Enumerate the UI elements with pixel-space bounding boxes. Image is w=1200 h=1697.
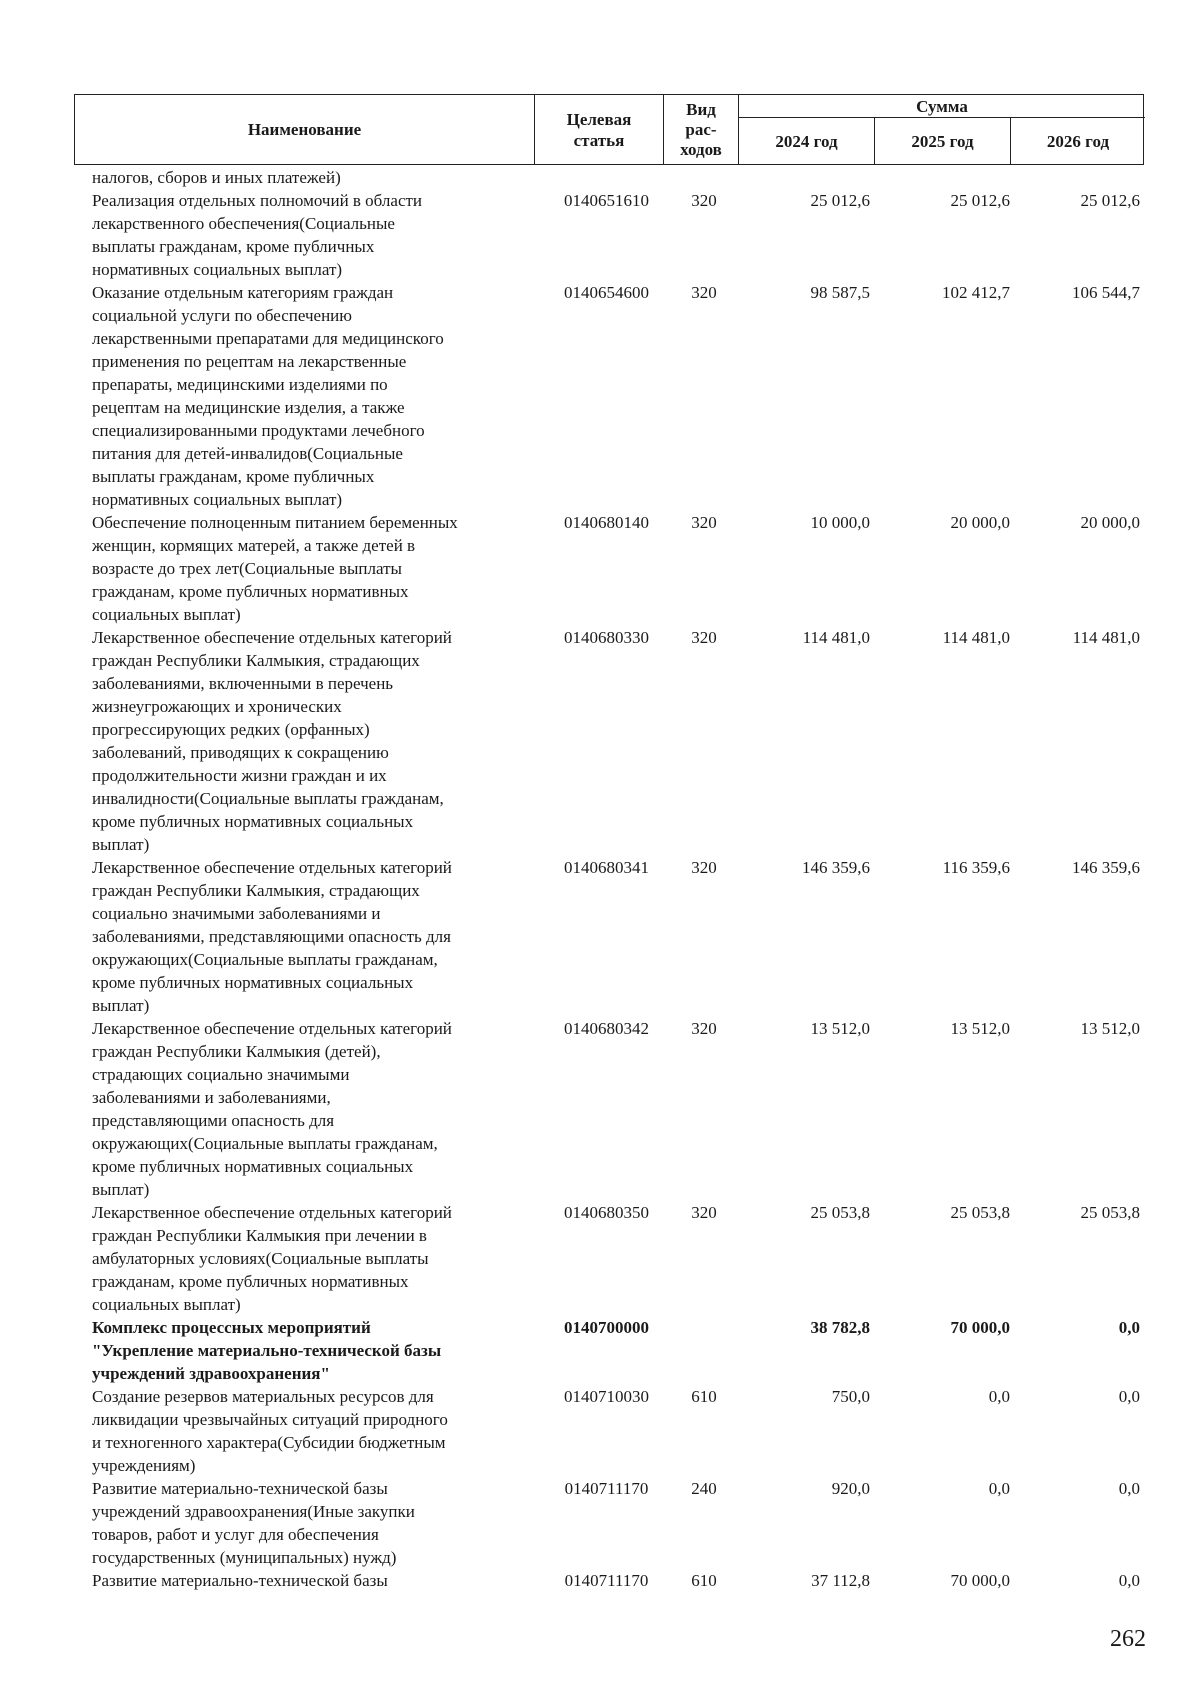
row-value-2024: 750,0 [831, 1387, 870, 1406]
row-name: Лекарственное обеспечение отдельных категорий граждан Республики Калмыкия, страдающих заболеваниями, включенными в перечень жизнеугрожающих и хронических прогрессирующих редких (орфанных) заболеваний, приводящих к сокращению продолжительности жизни граждан и их инвалидности(Социальные выплаты гражданам, кроме публичных нормативных социальных выплат) [92, 628, 452, 854]
row-name: Лекарственное обеспечение отдельных категорий граждан Республики Калмыкия, страдающих социально значимыми заболеваниями и заболеваниями, представляющими опасность для окружающих(Социальные выплаты гражданам, кроме публичных нормативных социальных выплат) [92, 858, 452, 1015]
row-value-2026: 0,0 [1118, 1479, 1140, 1498]
row-value-2026: 0,0 [1118, 1318, 1140, 1337]
row-value-2025: 70 000,0 [950, 1318, 1010, 1337]
header-year-2024: 2024 год [739, 118, 875, 164]
table-row [0, 1569, 1200, 1592]
row-name: Реализация отдельных полномочий в области лекарственного обеспечения(Социальные выплаты гражданам, кроме публичных нормативных социальных выплат) [92, 191, 423, 279]
row-name: Развитие материально-технической базы учреждений здравоохранения(Иные закупки товаров, работ и услуг для обеспечения государственных (муниципальных) нужд) [92, 1479, 415, 1567]
row-vid: 320 [691, 858, 717, 877]
row-vid: 610 [691, 1571, 717, 1590]
row-value-2025: 20 000,0 [950, 513, 1010, 532]
row-name: Создание резервов материальных ресурсов для ликвидации чрезвычайных ситуаций природного и техногенного характера(Субсидии бюджетным учреждениям) [92, 1387, 448, 1475]
header-sum: Сумма [739, 95, 1145, 118]
row-value-2025: 25 053,8 [950, 1203, 1010, 1222]
row-value-2026: 106 544,7 [1072, 283, 1140, 302]
row-code: 0140680341 [564, 858, 649, 877]
table-row [0, 1017, 1200, 1201]
row-vid: 610 [691, 1387, 717, 1406]
row-name: Развитие материально-технической базы [92, 1571, 388, 1590]
header-vid: Вид рас- ходов [664, 95, 739, 164]
table-row [0, 166, 1200, 189]
row-value-2024: 146 359,6 [802, 858, 870, 877]
row-name: налогов, сборов и иных платежей) [92, 168, 341, 187]
row-value-2026: 13 512,0 [1080, 1019, 1140, 1038]
header-year-2026: 2026 год [1046, 131, 1110, 151]
row-value-2025: 114 481,0 [942, 628, 1010, 647]
row-value-2024: 98 587,5 [810, 283, 870, 302]
row-value-2024: 25 012,6 [810, 191, 870, 210]
row-code: 0140710030 [564, 1387, 649, 1406]
row-value-2025: 25 012,6 [950, 191, 1010, 210]
row-name: Комплекс процессных мероприятий "Укрепление материально-технической базы учреждений здравоохранения" [92, 1318, 442, 1383]
row-code: 0140711170 [564, 1479, 649, 1498]
row-code: 0140651610 [564, 191, 649, 210]
table-row [0, 189, 1200, 281]
table-row [0, 1201, 1200, 1316]
header-name: Наименование [75, 95, 535, 164]
row-name: Лекарственное обеспечение отдельных категорий граждан Республики Калмыкия (детей), страдающих социально значимыми заболеваниями и заболеваниями, представляющими опасность для окружающих(Социальные выплаты гражданам, кроме публичных нормативных социальных выплат) [92, 1019, 452, 1199]
row-value-2026: 146 359,6 [1072, 858, 1140, 877]
row-name: Обеспечение полноценным питанием беременных женщин, кормящих матерей, а также детей в возрасте до трех лет(Социальные выплаты гражданам, кроме публичных нормативных социальных выплат) [92, 513, 458, 624]
page-number: 262 [1110, 1626, 1146, 1652]
table-row [0, 511, 1200, 626]
row-code: 0140680350 [564, 1203, 649, 1222]
table-body [0, 166, 1200, 1592]
table-row [0, 281, 1200, 511]
row-value-2025: 102 412,7 [942, 283, 1010, 302]
row-value-2025: 0,0 [988, 1387, 1010, 1406]
row-vid: 320 [691, 1203, 717, 1222]
row-value-2026: 0,0 [1118, 1571, 1140, 1590]
row-value-2026: 20 000,0 [1080, 513, 1140, 532]
row-name: Оказание отдельным категориям граждан социальной услуги по обеспечению лекарственными препаратами для медицинского применения по рецептам на лекарственные препараты, медицинскими изделиями по рецептам на медицинские изделия, а также специализированными продуктами лечебного питания для детей-инвалидов(Социальные выплаты гражданам, кроме публичных нормативных социальных выплат) [92, 283, 444, 509]
row-vid: 320 [691, 628, 717, 647]
header-code: Целевая статья [535, 95, 664, 164]
row-value-2025: 116 359,6 [942, 858, 1010, 877]
table-row [0, 1316, 1200, 1385]
row-value-2025: 70 000,0 [950, 1571, 1010, 1590]
row-vid: 320 [691, 191, 717, 210]
row-vid: 320 [691, 1019, 717, 1038]
row-value-2024: 13 512,0 [810, 1019, 870, 1038]
table-row [0, 1385, 1200, 1477]
row-value-2024: 920,0 [831, 1479, 870, 1498]
row-name: Лекарственное обеспечение отдельных категорий граждан Республики Калмыкия при лечении в амбулаторных условиях(Социальные выплаты гражданам, кроме публичных нормативных социальных выплат) [92, 1203, 452, 1314]
row-code: 0140680342 [564, 1019, 649, 1038]
row-value-2025: 13 512,0 [950, 1019, 1010, 1038]
row-code: 0140700000 [564, 1318, 649, 1337]
table-header [74, 94, 1144, 165]
row-vid: 320 [691, 513, 717, 532]
header-year-2025: 2025 год [875, 118, 1011, 164]
row-value-2024: 37 112,8 [811, 1571, 870, 1590]
row-code: 0140680140 [564, 513, 649, 532]
row-value-2026: 25 053,8 [1080, 1203, 1140, 1222]
row-value-2025: 0,0 [988, 1479, 1010, 1498]
table-row [0, 856, 1200, 1017]
row-value-2024: 114 481,0 [802, 628, 870, 647]
row-value-2026: 0,0 [1118, 1387, 1140, 1406]
row-value-2026: 25 012,6 [1080, 191, 1140, 210]
row-value-2024: 25 053,8 [810, 1203, 870, 1222]
row-value-2024: 10 000,0 [810, 513, 870, 532]
row-code: 0140654600 [564, 283, 649, 302]
row-code: 0140680330 [564, 628, 649, 647]
row-value-2024: 38 782,8 [810, 1318, 870, 1337]
row-vid: 320 [691, 283, 717, 302]
table-row [0, 1477, 1200, 1569]
row-value-2026: 114 481,0 [1072, 628, 1140, 647]
table-row [0, 626, 1200, 856]
row-code: 0140711170 [564, 1571, 649, 1590]
row-vid: 240 [691, 1479, 717, 1498]
